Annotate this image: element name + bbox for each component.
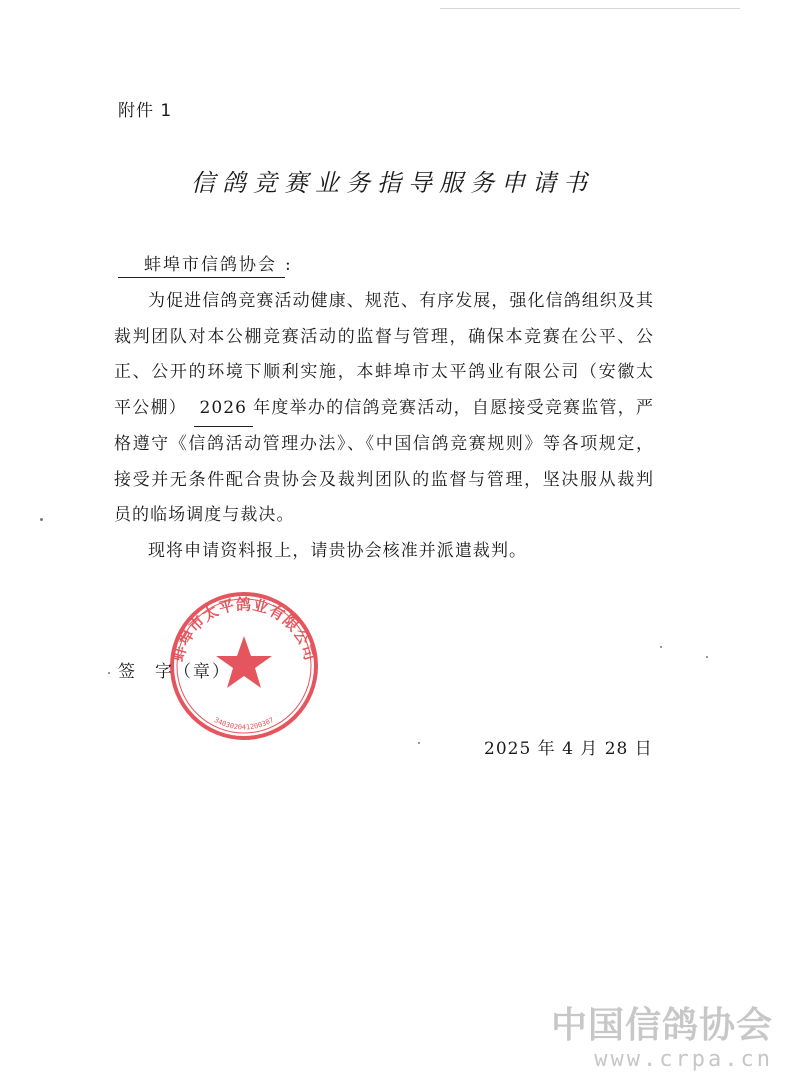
paragraph-2: 现将申请资料报上，请贵协会核准并派遣裁判。	[148, 540, 528, 561]
body-text	[114, 284, 654, 569]
addressee-colon: :	[285, 255, 291, 275]
watermark-url: www.crpa.cn	[594, 1047, 773, 1072]
signature-line	[118, 657, 231, 682]
document-title: 信鸽竞赛业务指导服务申请书	[191, 169, 594, 197]
signature-char-2: 字（章）	[155, 662, 231, 682]
watermark-name: 中国信鸽协会	[550, 1005, 773, 1046]
paragraph-1-part-a: 为促进信鸽竞赛活动健康、规范、有序发展，强化信鸽组织及其裁判团队对本公棚竞赛活动的监督与管理，确保本竞赛在公平、公正、公开的环境下顺利实施，本蚌埠市太平鸽业有限公司（安徽太平公棚）	[114, 291, 654, 418]
addressee-org: 蚌埠市信鸽协会	[118, 250, 285, 278]
addressee-line	[118, 250, 291, 278]
paragraph-1	[114, 284, 654, 534]
signature-char-1: 签	[118, 662, 137, 682]
seal-number: 340302041200307	[212, 716, 276, 732]
year-field: 2026	[194, 391, 253, 428]
paragraph-1-part-b: 年度举办的信鸽竞赛活动，自愿接受竞赛监管，严格遵守《信鸽活动管理办法》、《中国信鸽竞赛规则》等各项规定，接受并无条件配合贵协会及裁判团队的监督与管理，坚决服从裁判员的临场调度与裁决。	[114, 397, 654, 525]
attachment-label: 附件 1	[118, 101, 173, 121]
site-watermark	[551, 1006, 773, 1074]
seal-text: 蚌埠市太平鸽业有限公司	[168, 595, 320, 664]
document-date: 2025 年 4 月 28 日	[484, 739, 653, 759]
